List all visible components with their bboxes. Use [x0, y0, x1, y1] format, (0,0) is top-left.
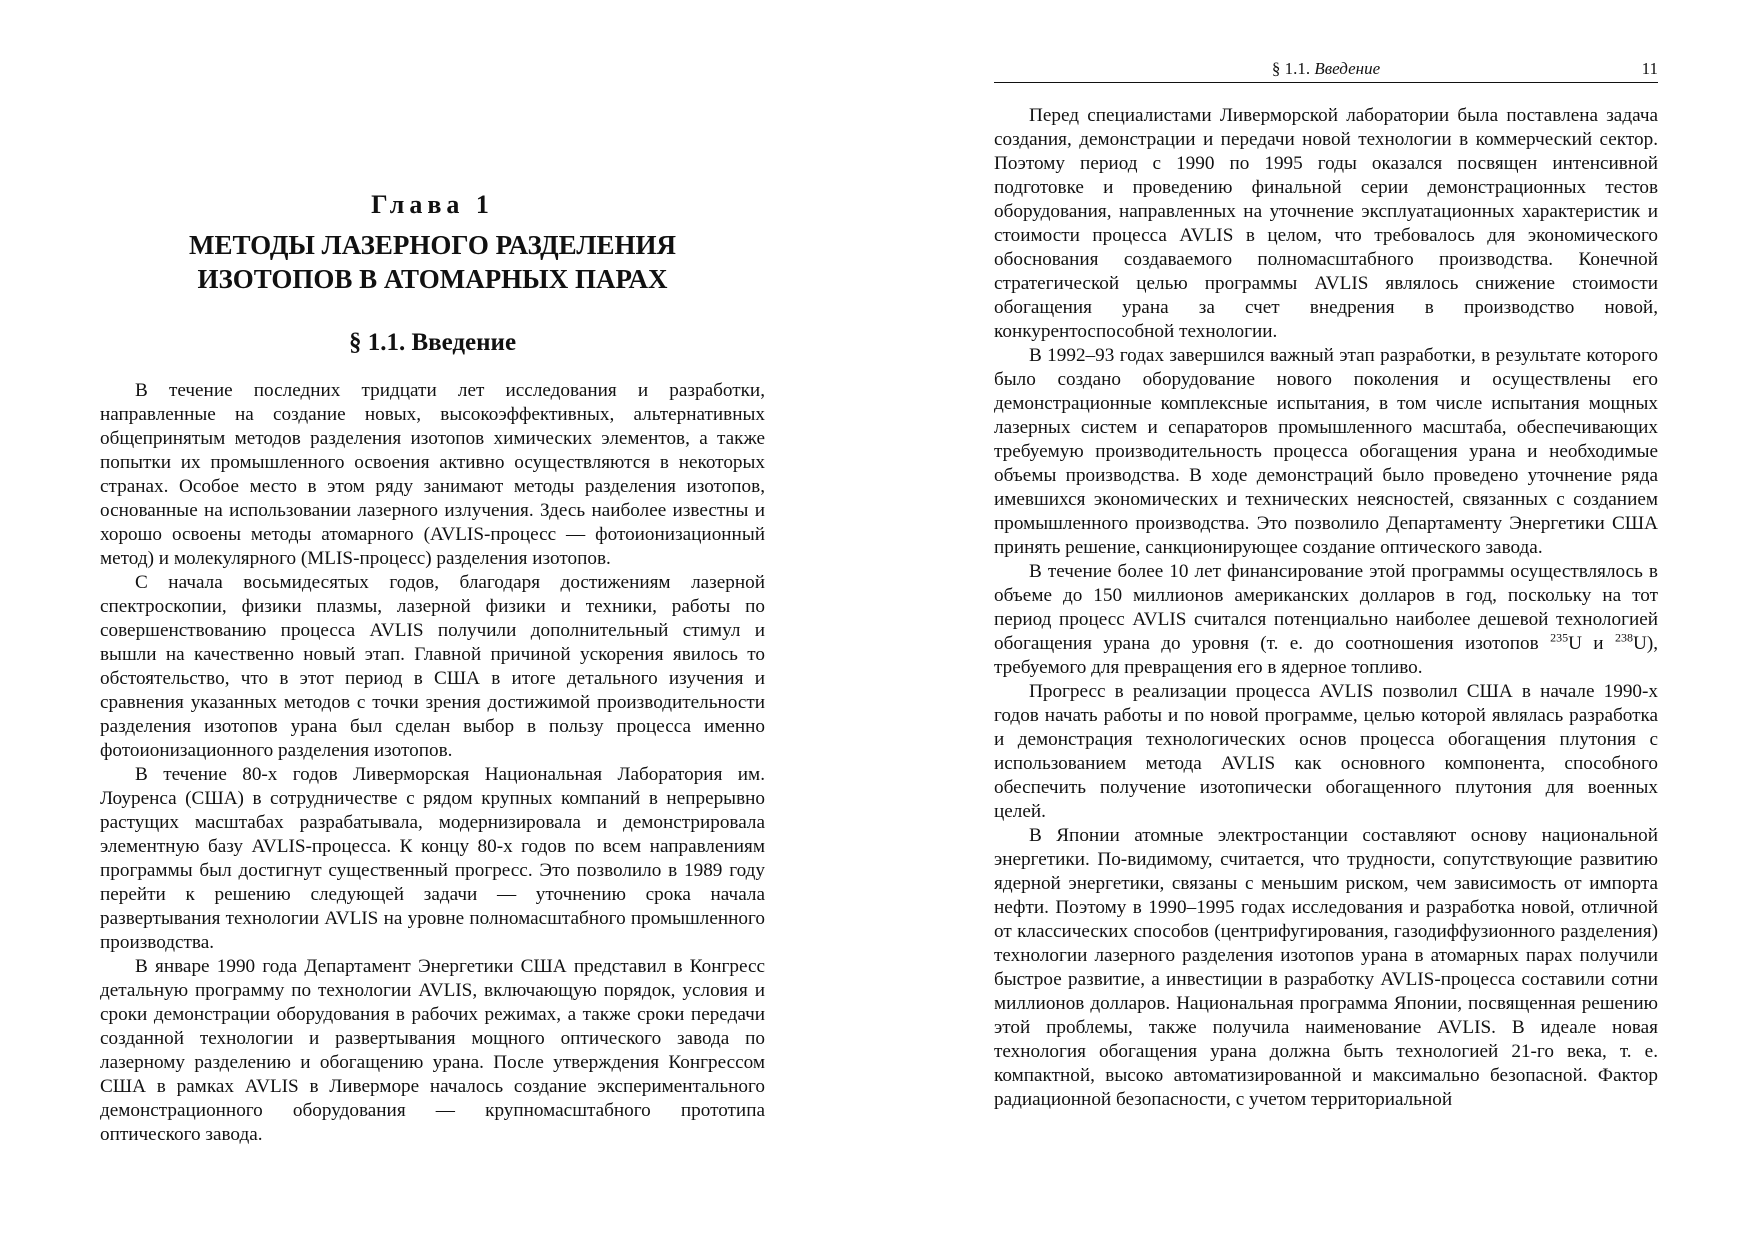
paragraph-text-after: ), требуемого для превращения его в ядерное топливо.: [994, 633, 1658, 678]
right-page: [877, 0, 1754, 1241]
left-body-text: [100, 379, 765, 1147]
isotope-symbol: U: [1632, 633, 1647, 654]
isotope-mass-number: 238: [1614, 630, 1633, 645]
chapter-title-line-2: ИЗОТОПОВ В АТОМАРНЫХ ПАРАХ: [197, 264, 668, 294]
running-head-section-name: Введение: [1314, 59, 1381, 78]
running-head: [994, 58, 1658, 83]
paragraph-with-isotopes: [994, 560, 1658, 680]
paragraph: Прогресс в реализации процесса AVLIS позволил США в начале 1990-х годов начать работы и по новой программе, целью которой являлась разработка и демонстрация технологических основ процесса обогащения плутония с использованием метода AVLIS как основного компонента, способного обеспечить получение изотопически обогащенного плутония для военных целей.: [994, 681, 1658, 822]
isotope-symbol: U: [1568, 633, 1582, 654]
chapter-title: [100, 228, 765, 296]
chapter-label: Глава 1: [371, 190, 494, 219]
paragraph: В январе 1990 года Департамент Энергетики США представил в Конгресс детальную программу по технологии AVLIS, включающую порядок, условия и сроки демонстрации оборудования в рабочих режимах, а также сроки передачи созданной технологии и развертывания мощного оптического завода по лазерному разделению и обогащению урана. После утверждения Конгрессом США в рамках AVLIS в Ливерморе началось создание экспериментального демонстрационного оборудования — крупномасштабного прототипа оптического завода.: [100, 956, 765, 1145]
paragraph: С начала восьмидесятых годов, благодаря достижениям лазерной спектроскопии, физики плазмы, лазерной физики и техники, работы по совершенствованию процесса AVLIS получили дополнительный стимул и вышли на качественно новый этап. Главной причиной ускорения явилось то обстоятельство, что в этот период в США в итоге детального изучения и сравнения указанных методов с точки зрения достижимой производительности разделения изотопов урана был сделан выбор в пользу процесса именно фотоионизационного разделения изотопов.: [100, 572, 765, 761]
section-title: § 1.1. Введение: [348, 329, 517, 356]
paragraph-text-before: В течение более 10 лет финансирование этой программы осуществлялось в объеме до 150 миллионов американских долларов в год, поскольку на тот период процесс AVLIS считался потенциально наиболее дешевой технологией обогащения урана до уровня (т. е. до соотношения изотопов: [994, 561, 1658, 654]
paragraph: В Японии атомные электростанции составляют основу национальной энергетики. По-видимому, считается, что трудности, сопутствующие развитию ядерной энергетики, связаны с меньшим риском, чем зависимость от импорта нефти. Поэтому в 1990–1995 годах исследования и разработка новой, отличной от классических способов (центрифугирования, газодиффузионного разделения) технологии лазерного разделения изотопов урана в атомарных парах получили быстрое развитие, а инвестиции в разработку AVLIS-процесса составили сотни миллионов долларов. Национальная программа Японии, посвященная решению этой проблемы, также получила наименование AVLIS. В идеале новая технология обогащения урана должна быть технологией 21-го века, т. е. компактной, высоко автоматизированной и максимально безопасной. Фактор радиационной безопасности, с учетом территориальной: [994, 825, 1658, 1110]
conjunction: и: [1581, 633, 1615, 654]
running-head-title: [994, 59, 1658, 79]
paragraph: В 1992–93 годах завершился важный этап разработки, в результате которого было создано оборудование нового поколения и осуществлены его демонстрационные комплексные испытания, в том числе испытания мощных лазерных систем и сепараторов промышленного масштаба, обеспечивающих требуемую производительность процесса обогащения урана и необходимые объемы производства. В ходе демонстраций было проведено уточнение ряда имевшихся экономических и технических неясностей, связанных с созданием промышленного производства. Это позволило Департаменту Энергетики США принять решение, санкционирующее создание оптического завода.: [994, 345, 1658, 558]
running-head-section: § 1.1.: [1271, 59, 1311, 78]
right-body-text: [994, 104, 1658, 1112]
chapter-title-line-1: МЕТОДЫ ЛАЗЕРНОГО РАЗДЕЛЕНИЯ: [189, 230, 676, 260]
isotope-mass-number: 235: [1550, 630, 1569, 645]
page-number: 11: [1641, 59, 1658, 78]
paragraph: Перед специалистами Ливерморской лаборатории была поставлена задача создания, демонстрации и передачи новой технологии в коммерческий сектор. Поэтому период с 1990 по 1995 годы оказался посвящен интенсивной подготовке и проведению финальной серии демонстрационных тестов оборудования, направленных на уточнение эксплуатационных характеристик и стоимости процесса AVLIS в целом, что требовалось для экономического обоснования создаваемого полномасштабного производства. Конечной стратегической целью программы AVLIS являлось снижение стоимости обогащения урана за счет внедрения в производство новой, конкурентоспособной технологии.: [994, 105, 1658, 342]
paragraph: В течение последних тридцати лет исследования и разработки, направленные на создание новых, высокоэффективных, альтернативных общепринятым методов разделения изотопов химических элементов, а также попытки их промышленного освоения активно осуществляются в некоторых странах. Особое место в этом ряду занимают методы разделения изотопов, основанные на использовании лазерного излучения. Здесь наиболее известны и хорошо освоены методы атомарного (AVLIS-процесс — фотоионизационный метод) и молекулярного (MLIS-процесс) разделения изотопов.: [100, 380, 765, 569]
paragraph: В течение 80-х годов Ливерморская Национальная Лаборатория им. Лоуренса (США) в сотрудничестве с рядом крупных компаний в непрерывно растущих масштабах разрабатывала, модернизировала и демонстрировала элементную базу AVLIS-процесса. К концу 80-х годов по всем направлениям программы был достигнут существенный прогресс. Это позволило в 1989 году перейти к решению следующей задачи — уточнению срока начала развертывания технологии AVLIS на уровне полномасштабного промышленного производства.: [100, 764, 765, 953]
